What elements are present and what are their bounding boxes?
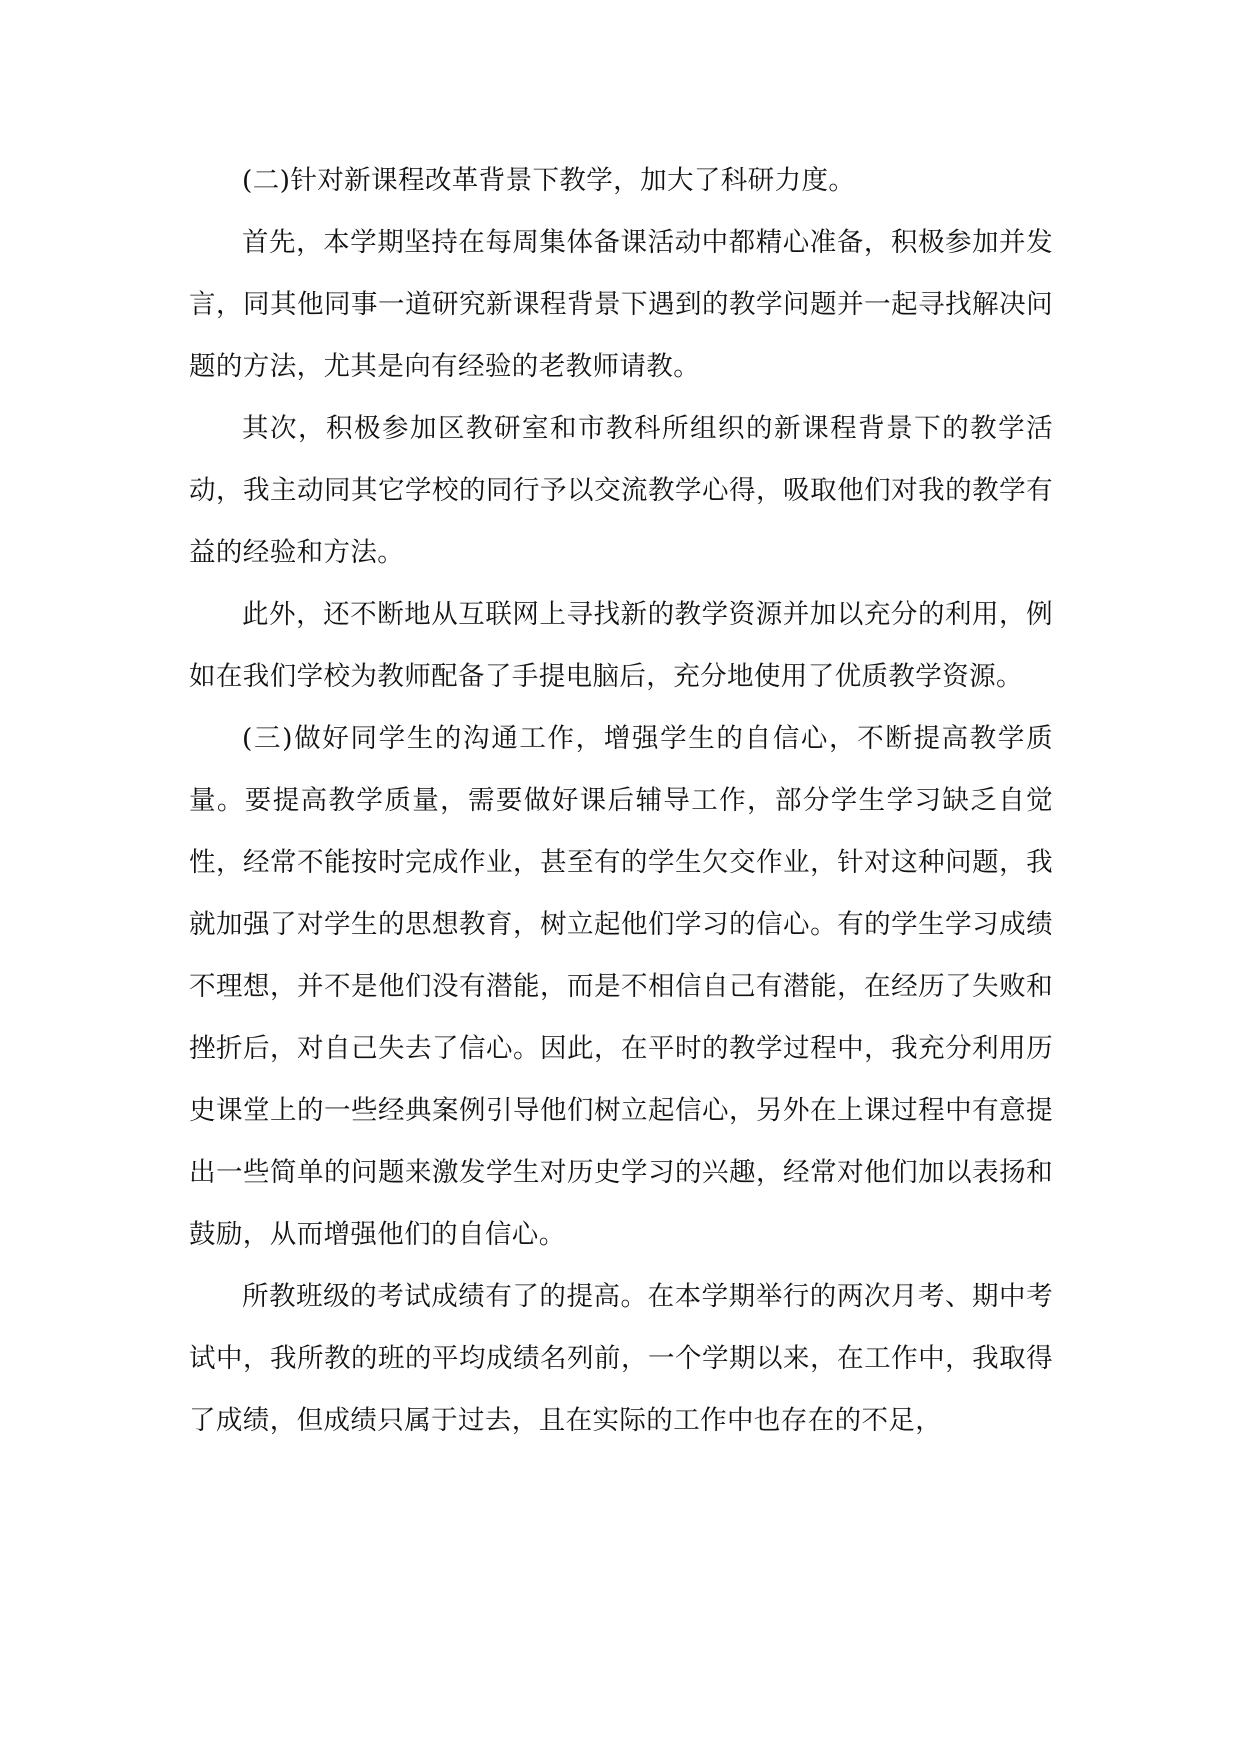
paragraph-second: 其次，积极参加区教研室和市教科所组织的新课程背景下的教学活动，我主动同其它学校的同行予以交流教学心得，吸取他们对我的教学有益的经验和方法。 bbox=[189, 413, 1053, 568]
paragraph-additionally: 此外，还不断地从互联网上寻找新的教学资源并加以充分的利用，例如在我们学校为教师配备了手提电脑后，充分地使用了优质教学资源。 bbox=[189, 599, 1053, 692]
paragraph-research: (二)针对新课程改革背景下教学，加大了科研力度。 bbox=[242, 165, 856, 196]
paragraph-first: 首先，本学期坚持在每周集体备课活动中都精心准备，积极参加并发言，同其他同事一道研究新课程背景下遇到的教学问题并一起寻找解决问题的方法，尤其是向有经验的老教师请教。 bbox=[189, 227, 1053, 382]
paragraph-results: 所教班级的考试成绩有了的提高。在本学期举行的两次月考、期中考试中，我所教的班的平均成绩名列前，一个学期以来，在工作中，我取得了成绩，但成绩只属于过去，且在实际的工作中也存在的不足， bbox=[189, 1281, 1053, 1436]
paragraph-communication: (三)做好同学生的沟通工作，增强学生的自信心，不断提高教学质量。要提高教学质量，需要做好课后辅导工作，部分学生学习缺乏自觉性，经常不能按时完成作业，甚至有的学生欠交作业，针对这种问题，我就加强了对学生的思想教育，树立起他们学习的信心。有的学生学习成绩不理想，并不是他们没有潜能，而是不相信自己有潜能，在经历了失败和挫折后，对自己失去了信心。因此，在平时的教学过程中，我充分利用历史课堂上的一些经典案例引导他们树立起信心，另外在上课过程中有意提出一些简单的问题来激发学生对历史学习的兴趣，经常对他们加以表扬和鼓励，从而增强他们的自信心。 bbox=[189, 723, 1053, 1250]
